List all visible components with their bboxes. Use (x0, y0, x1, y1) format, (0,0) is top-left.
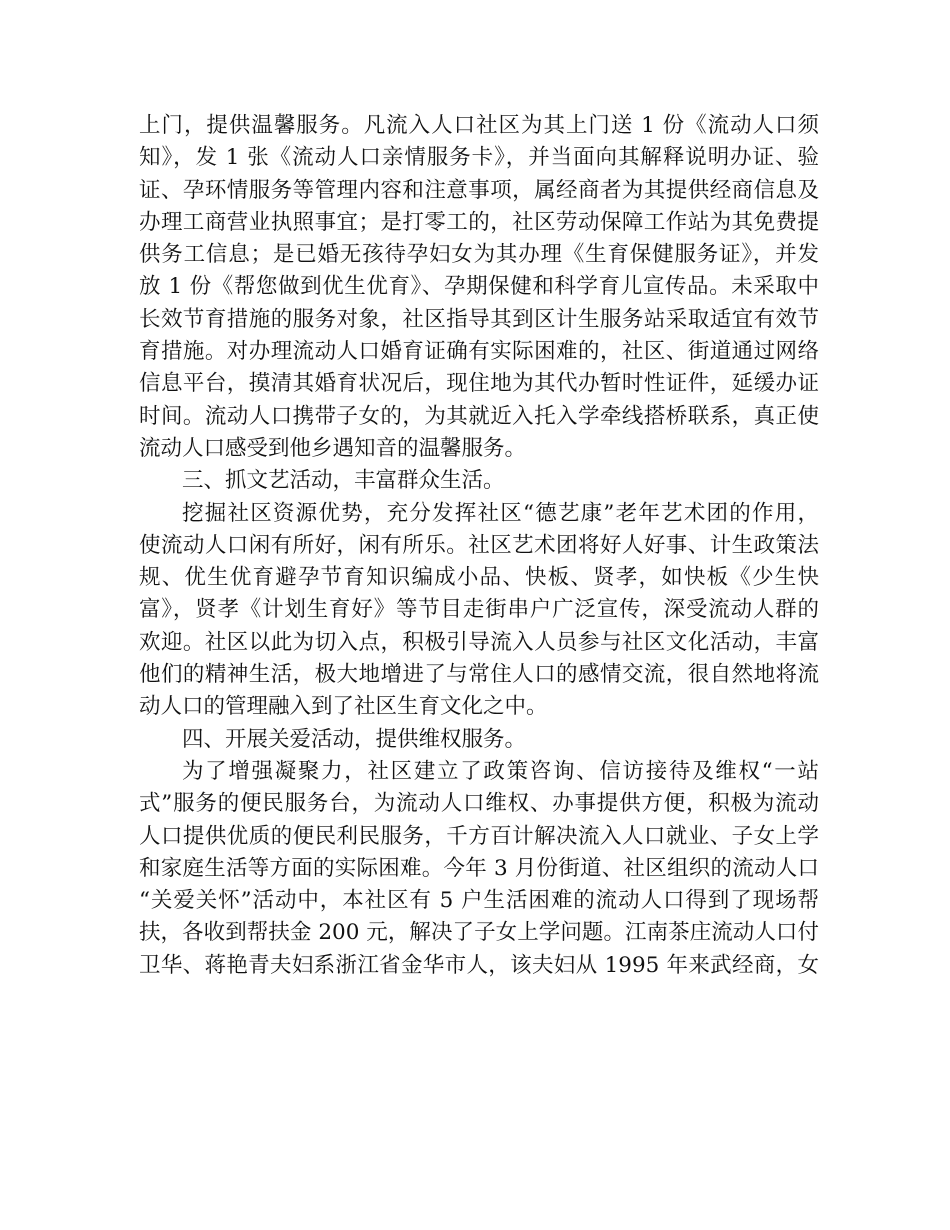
text-line: 使流动人口闲有所好，闲有所乐。社区艺术团将好人好事、计生政策法 (139, 532, 819, 558)
text-line: 长效节育措施的服务对象，社区指导其到区计生服务站采取适宜有效节 (139, 306, 819, 332)
text-line: 欢迎。社区以此为切入点，积极引导流入人员参与社区文化活动，丰富 (139, 629, 819, 655)
section-heading: 三、抓文艺活动，丰富群众生活。 (182, 468, 505, 494)
body-text (139, 110, 819, 982)
text-line: 流动人口感受到他乡遇知音的温馨服务。 (139, 435, 527, 461)
text-line: 卫华、蒋艳青夫妇系浙江省金华市人，该夫妇从 1995 年来武经商，女 (139, 952, 819, 978)
text-line: 富》，贤孝《计划生育好》等节目走街串户广泛宣传，深受流动人群的 (139, 597, 819, 623)
text-line: 式”服务的便民服务台，为流动人口维权、办事提供方便，积极为流动 (139, 791, 819, 817)
text-line: 为了增强凝聚力，社区建立了政策咨询、信访接待及维权“一站 (182, 758, 819, 784)
text-line: 办理工商营业执照事宜；是打零工的，社区劳动保障工作站为其免费提 (139, 209, 819, 235)
text-line: 和家庭生活等方面的实际困难。今年 3 月份街道、社区组织的流动人口 (139, 855, 819, 881)
section-heading: 四、开展关爱活动，提供维权服务。 (182, 726, 527, 752)
text-line: 扶，各收到帮扶金 200 元，解决了子女上学问题。江南茶庄流动人口付 (139, 920, 819, 946)
text-line: 知》，发 1 张《流动人口亲情服务卡》，并当面向其解释说明办证、验 (139, 145, 819, 171)
text-line: 他们的精神生活，极大地增进了与常住人口的感情交流，很自然地将流 (139, 662, 819, 688)
text-line: 动人口的管理融入到了社区生育文化之中。 (139, 694, 548, 720)
text-line: 挖掘社区资源优势，充分发挥社区“德艺康”老年艺术团的作用， (182, 500, 819, 526)
text-line: 育措施。对办理流动人口婚育证确有实际困难的，社区、街道通过网络 (139, 339, 819, 365)
text-line: 证、孕环情服务等管理内容和注意事项，属经商者为其提供经商信息及 (139, 177, 819, 203)
text-line: 放 1 份《帮您做到优生优育》、孕期保健和科学育儿宣传品。未采取中 (139, 274, 819, 300)
text-line: “关爱关怀”活动中，本社区有 5 户生活困难的流动人口得到了现场帮 (139, 888, 819, 914)
text-line: 信息平台，摸清其婚育状况后，现住地为其代办暂时性证件，延缓办证 (139, 371, 819, 397)
text-line: 人口提供优质的便民利民服务，千方百计解决流入人口就业、子女上学 (139, 823, 819, 849)
text-line: 时间。流动人口携带子女的，为其就近入托入学牵线搭桥联系，真正使 (139, 403, 819, 429)
text-line: 规、优生优育避孕节育知识编成小品、快板、贤孝，如快板《少生快 (139, 565, 819, 591)
text-line: 上门，提供温馨服务。凡流入人口社区为其上门送 1 份《流动人口须 (139, 113, 819, 138)
text-line: 供务工信息；是已婚无孩待孕妇女为其办理《生育保健服务证》，并发 (139, 242, 819, 268)
